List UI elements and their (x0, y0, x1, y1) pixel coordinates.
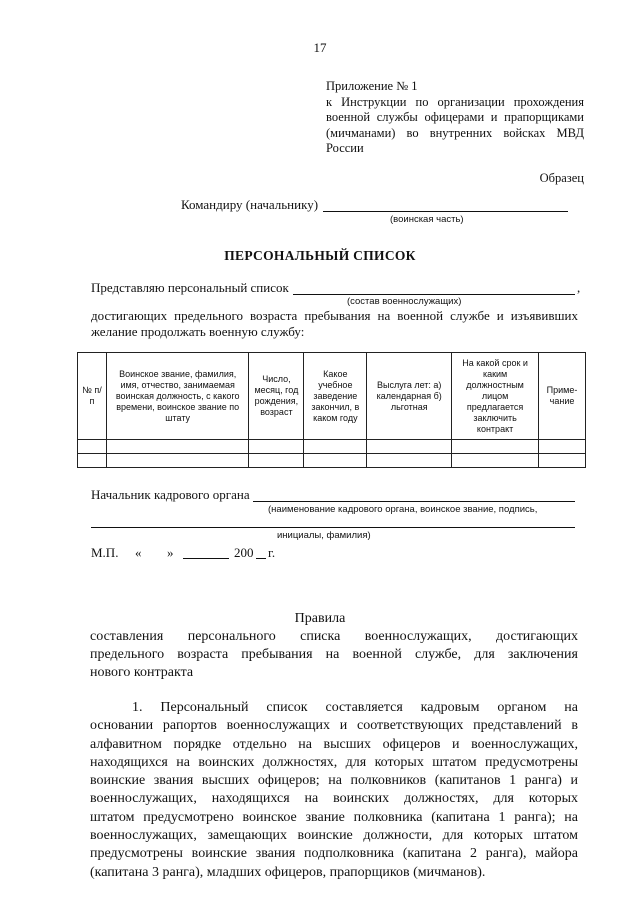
page-number: 17 (313, 40, 327, 55)
header-contract-term: На какой срок и каким должностным лицом предлагается заключить контракт (452, 353, 539, 440)
table-cell[interactable] (452, 440, 539, 454)
table-cell[interactable] (78, 440, 107, 454)
header-notes: Приме-чание (539, 353, 586, 440)
date-month-line[interactable] (183, 557, 229, 559)
signature-label: Начальник кадрового органа (91, 487, 250, 502)
personnel-table (77, 352, 586, 468)
signature-caption-2: инициалы, фамилия) (277, 530, 371, 541)
intro-line-1: Представляю персональный список (91, 280, 289, 295)
table-row (78, 440, 586, 454)
appendix-line-2: к Инструкции по организации прохождения (326, 94, 584, 109)
header-service-years: Выслуга лет: а) календарная б) льготная (367, 353, 452, 440)
rules-subtitle-line-2: предельного возраста пребывания на военной службе, для заключения (90, 647, 578, 662)
paragraph-line: алфавитном порядке отдельно на высших офицеров и военнослужащих, (90, 736, 578, 752)
table-cell[interactable] (539, 440, 586, 454)
signature-line-2[interactable] (91, 526, 575, 528)
table-cell[interactable] (106, 454, 249, 468)
intro-caption: (состав военнослужащих) (347, 296, 462, 307)
paragraph-line: основании рапортов военнослужащих и соответствующих представлений в (90, 718, 578, 734)
date-quote-close: » (167, 545, 174, 560)
signature-caption-1: (наименование кадрового органа, воинское звание, подпись, (268, 504, 538, 515)
signature-line-1[interactable] (253, 500, 575, 502)
date-quote-open: « (135, 545, 142, 560)
table-cell[interactable] (106, 440, 249, 454)
rules-subtitle-line-1: составления персонального списка военнослужащих, достигающих (90, 629, 578, 644)
paragraph-line: воинские звания высших офицеров; на полковников (капитанов 1 ранга) и (90, 773, 578, 789)
intro-line-2: достигающих предельного возраста пребывания на военной службе и изъявивших (91, 308, 578, 323)
rules-title: Правила (294, 611, 346, 626)
rules-subtitle (90, 628, 578, 682)
paragraph-line: 1. Персональный список составляется кадровым органом на (132, 700, 578, 715)
rules-paragraph-1 (90, 699, 578, 882)
date-year-suffix: г. (268, 545, 276, 560)
intro-line-3: желание продолжать военную службу: (91, 324, 305, 339)
header-birth-date: Число, месяц, год рождения, возраст (249, 353, 304, 440)
paragraph-line: военнослужащих, находящихся на воинских должностях, для которых (90, 791, 578, 807)
appendix-line-3: военной службы офицерами и прапорщиками (326, 110, 584, 124)
addressee-line[interactable] (323, 210, 568, 212)
paragraph-line: (капитана 3 ранга), младших офицеров, прапорщиков (мичманов). (90, 864, 486, 880)
paragraph-line: находящихся на воинских должностях, для которых штатом предусмотрены (90, 754, 578, 770)
intro-comma: , (577, 280, 581, 295)
paragraph-line: военнослужащих, замещающих воинские должности, для которых штатом (90, 828, 578, 844)
header-number: № п/п (78, 353, 107, 440)
table-cell[interactable] (78, 454, 107, 468)
table-cell[interactable] (249, 440, 304, 454)
table-cell[interactable] (249, 454, 304, 468)
appendix-line-1: Приложение № 1 (326, 79, 418, 93)
table-cell[interactable] (367, 440, 452, 454)
table-header-row (78, 353, 586, 440)
addressee-label: Командиру (начальнику) (181, 197, 319, 212)
table-cell[interactable] (367, 454, 452, 468)
document-title: ПЕРСОНАЛЬНЫЙ СПИСОК (224, 248, 416, 263)
table-cell[interactable] (539, 454, 586, 468)
stamp-place: М.П. (91, 545, 119, 560)
date-year-line[interactable] (256, 557, 266, 559)
header-education: Какое учебное заведение закончил, в каком году (304, 353, 367, 440)
intro-blank-line[interactable] (293, 293, 575, 295)
appendix-line-4: (мичманами) во внутренних войсках МВД (326, 125, 584, 140)
table-cell[interactable] (304, 440, 367, 454)
date-year-prefix: 200 (234, 545, 254, 560)
sample-label: Образец (539, 171, 584, 185)
paragraph-line: предусмотрены воинские звания подполковника (капитана 2 ранга), майора (90, 846, 578, 862)
header-rank-name: Воинское звание, фамилия, имя, отчество, занимаемая воинская должность, с какого времени, воинское звание по штату (106, 353, 249, 440)
appendix-line-5: России (326, 141, 364, 155)
appendix-header (326, 79, 584, 157)
table-cell[interactable] (452, 454, 539, 468)
rules-subtitle-line-3: нового контракта (90, 665, 194, 680)
addressee-caption: (воинская часть) (390, 214, 464, 225)
paragraph-line: штатом предусмотрено воинское звание полковника (капитана 1 ранга); на (90, 809, 578, 825)
table-cell[interactable] (304, 454, 367, 468)
table-row (78, 454, 586, 468)
